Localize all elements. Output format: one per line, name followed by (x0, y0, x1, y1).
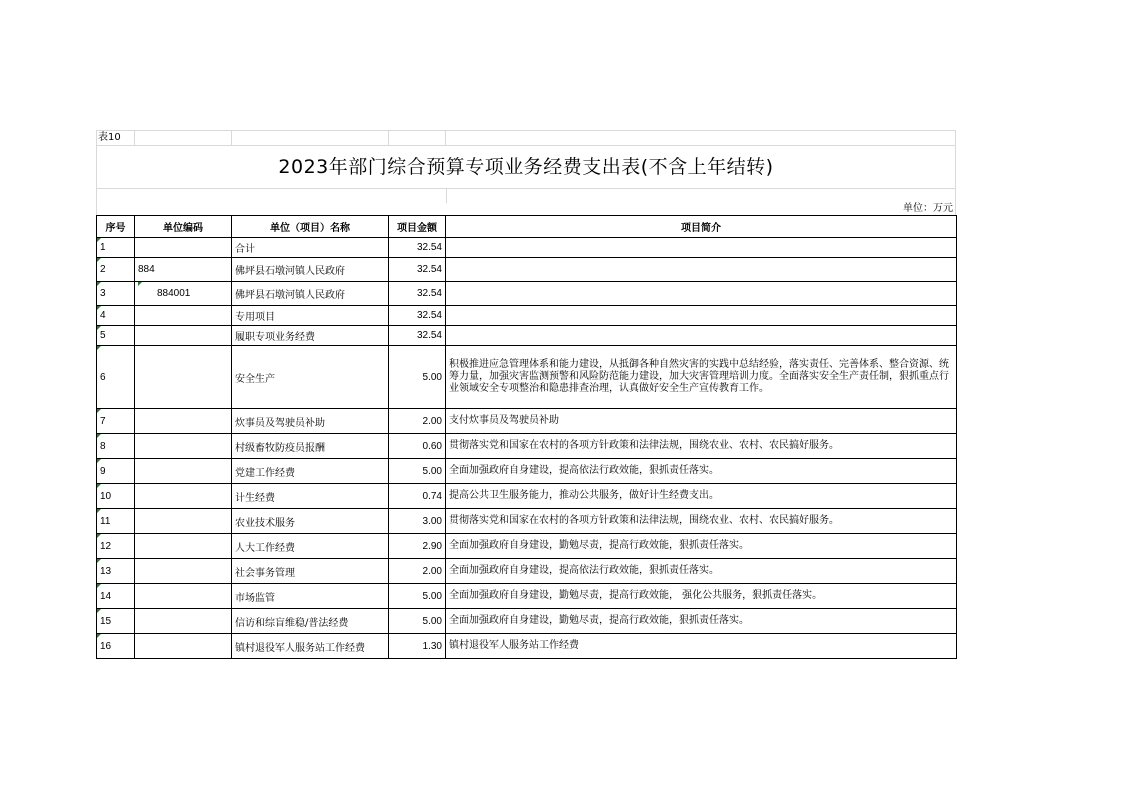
cell-name (232, 609, 389, 634)
table-row (97, 484, 957, 509)
page-title: 2023年部门综合预算专项业务经费支出表(不含上年结转) (278, 156, 774, 178)
cell-serial (97, 484, 135, 509)
cell-note-marker-icon (97, 584, 101, 588)
cell-serial (97, 258, 135, 282)
table-row (97, 634, 957, 659)
cell-name (232, 326, 389, 346)
cell-code-text: 884 (138, 264, 155, 275)
cell-name (232, 434, 389, 459)
cell-name-text: 佛坪县石墩河镇人民政府 (235, 266, 345, 277)
cell-amount (389, 634, 446, 659)
cell-description-text: 积极推进应急管理体系和能力建设，从抵御各种自然灾害的实践中总结经验，落实责任、完善体系、整合资源、统筹力量，加强灾害监测预警和风险防范能力建设，加大灾害管理培训力度。全面落实安全生产责任制，狠抓重点行业领域安全专项整治和隐患排查治理，认真做好安全生产宣传教育工作。 (449, 359, 949, 394)
cell-amount-text: 0.60 (422, 440, 442, 452)
cell-serial (97, 346, 135, 409)
cell-serial-text: 13 (100, 565, 112, 577)
cell-amount (389, 326, 446, 346)
cell-name (232, 346, 389, 409)
cell-amount (389, 434, 446, 459)
cell-name (232, 509, 389, 534)
cell-code (135, 584, 232, 609)
table-row (97, 559, 957, 584)
cell-code-text: 884001 (157, 288, 191, 299)
cell-serial (97, 509, 135, 534)
cell-description-text: 支付炊事员及驾驶员补助 (449, 415, 559, 426)
budget-table (96, 215, 957, 659)
cell-description-text: 贯彻落实党和国家在农村的各项方针政策和法律法规，围绕农业、农村、农民搞好服务。 (449, 515, 839, 526)
unit-row (96, 189, 956, 215)
cell-code (135, 258, 232, 282)
cell-amount (389, 484, 446, 509)
cell-note-marker-icon (97, 484, 101, 488)
cell-name (232, 238, 389, 258)
cell-note-marker-icon (97, 409, 101, 413)
table-row (97, 346, 957, 409)
cell-description-text: 全面加强政府自身建设，提高依法行政效能，狠抓责任落实。 (449, 565, 719, 576)
cell-serial (97, 282, 135, 306)
cell-name (232, 258, 389, 282)
cell-description (446, 584, 957, 609)
cell-code (135, 282, 232, 306)
cell-note-marker-icon (97, 346, 101, 350)
cell-amount (389, 609, 446, 634)
table-row (97, 459, 957, 484)
cell-serial (97, 534, 135, 559)
cell-code (135, 534, 232, 559)
cell-amount (389, 509, 446, 534)
cell-description-text: 全面加强政府自身建设，提高依法行政效能，狠抓责任落实。 (449, 465, 719, 476)
cell-amount (389, 282, 446, 306)
cell-name (232, 584, 389, 609)
cell-name-text: 信访和综盲维稳/普法经费 (235, 617, 349, 629)
cell-serial-text: 7 (100, 415, 106, 427)
table-row (97, 282, 957, 306)
cell-name (232, 484, 389, 509)
cell-code (135, 326, 232, 346)
cell-amount-text: 32.54 (416, 264, 442, 275)
cell-code (135, 306, 232, 326)
cell-name (232, 409, 389, 434)
cell-description (446, 282, 957, 306)
cell-serial-text: 2 (100, 264, 106, 275)
table-row (97, 509, 957, 534)
title-row (96, 146, 956, 189)
table-row (97, 584, 957, 609)
cell-description (446, 346, 957, 409)
cell-code (135, 346, 232, 409)
cell-amount-text: 5.00 (422, 371, 442, 383)
cell-amount-text: 32.54 (416, 288, 442, 299)
cell-amount-text: 5.00 (422, 615, 442, 627)
cell-description-text: 镇村退役军人服务站工作经费 (449, 640, 579, 651)
cell-amount-text: 32.54 (416, 242, 442, 253)
table-row (97, 409, 957, 434)
cell-note-marker-icon (97, 559, 101, 563)
cell-serial (97, 634, 135, 659)
cell-name-text: 炊事员及驾驶员补助 (235, 417, 325, 429)
table-row (97, 326, 957, 346)
cell-code (135, 459, 232, 484)
cell-amount (389, 258, 446, 282)
cell-name (232, 559, 389, 584)
cell-note-marker-icon (97, 634, 101, 638)
cell-serial-text: 4 (100, 310, 106, 321)
cell-code (135, 509, 232, 534)
cell-name-text: 党建工作经费 (235, 467, 295, 479)
cell-description (446, 258, 957, 282)
table-header-row (97, 216, 957, 238)
cell-name-text: 镇村退役军人服务站工作经费 (235, 642, 365, 654)
cell-description (446, 634, 957, 659)
cell-description (446, 409, 957, 434)
header-serial: 序号 (97, 216, 135, 238)
table-row (97, 434, 957, 459)
cell-description-text: 全面加强政府自身建设，勤勉尽责，提高行政效能，狠抓责任落实。 (449, 540, 749, 551)
cell-code (135, 238, 232, 258)
cell-amount (389, 409, 446, 434)
cell-note-marker-icon (97, 238, 101, 242)
table-row (97, 609, 957, 634)
cell-serial-text: 8 (100, 440, 106, 452)
cell-serial (97, 409, 135, 434)
cell-serial-text: 14 (100, 590, 112, 602)
cell-code (135, 559, 232, 584)
cell-name-text: 佛坪县石墩河镇人民政府 (235, 290, 345, 301)
cell-serial (97, 434, 135, 459)
cell-description (446, 326, 957, 346)
cell-amount-text: 32.54 (416, 310, 442, 321)
cell-name-text: 安全生产 (235, 373, 275, 385)
cell-note-marker-icon (97, 434, 101, 438)
header-name: 单位（项目）名称 (232, 216, 389, 238)
cell-amount (389, 306, 446, 326)
cell-name-text: 社会事务管理 (235, 567, 295, 579)
cell-serial-text: 9 (100, 465, 106, 477)
cell-name (232, 459, 389, 484)
cell-description (446, 534, 957, 559)
cell-code (135, 484, 232, 509)
cell-amount-text: 0.74 (422, 490, 442, 502)
cell-name-text: 市场监管 (235, 592, 275, 604)
cell-note-marker-icon (97, 326, 101, 330)
cell-amount-text: 32.54 (416, 330, 442, 341)
cell-description-text: 全面加强政府自身建设，勤勉尽责，提高行政效能，狠抓责任落实。 (449, 615, 749, 626)
cell-serial-text: 5 (100, 330, 106, 341)
cell-serial-text: 3 (100, 288, 106, 299)
cell-note-marker-icon (97, 258, 101, 262)
cell-name (232, 306, 389, 326)
cell-amount-text: 2.00 (422, 565, 442, 577)
cell-amount-text: 2.90 (422, 540, 442, 552)
table-body (97, 238, 957, 659)
cell-amount (389, 584, 446, 609)
cell-serial (97, 609, 135, 634)
cell-note-marker-icon (97, 509, 101, 513)
cell-name (232, 534, 389, 559)
cell-serial-text: 10 (100, 490, 112, 502)
cell-name (232, 282, 389, 306)
cell-code (135, 609, 232, 634)
cell-serial (97, 306, 135, 326)
header-amount: 项目金额 (389, 216, 446, 238)
sheet-label-row (96, 130, 956, 146)
cell-description (446, 509, 957, 534)
cell-serial (97, 559, 135, 584)
budget-sheet (96, 130, 956, 659)
cell-name-text: 合计 (235, 244, 255, 255)
cell-description (446, 484, 957, 509)
cell-name-text: 计生经费 (235, 492, 275, 504)
cell-serial (97, 238, 135, 258)
cell-serial (97, 326, 135, 346)
header-description: 项目简介 (446, 216, 957, 238)
cell-name-text: 履职专项业务经费 (235, 332, 315, 343)
cell-note-marker-icon (138, 282, 142, 286)
cell-serial (97, 584, 135, 609)
cell-serial-text: 1 (100, 242, 106, 253)
cell-code (135, 434, 232, 459)
cell-name-text: 人大工作经费 (235, 542, 295, 554)
cell-name-text: 农业技术服务 (235, 517, 295, 529)
cell-amount-text: 2.00 (422, 415, 442, 427)
cell-serial-text: 11 (100, 515, 111, 527)
cell-amount-text: 3.00 (422, 515, 442, 527)
cell-description-text: 贯彻落实党和国家在农村的各项方针政策和法律法规，围绕农业、农村、农民搞好服务。 (449, 440, 839, 451)
cell-description (446, 306, 957, 326)
cell-description-text: 全面加强政府自身建设，勤勉尽责，提高行政效能， 强化公共服务，狠抓责任落实。 (449, 590, 823, 601)
cell-description (446, 434, 957, 459)
header-code: 单位编码 (135, 216, 232, 238)
cell-note-marker-icon (97, 282, 101, 286)
cell-description (446, 459, 957, 484)
table-row (97, 534, 957, 559)
table-row (97, 238, 957, 258)
table-row (97, 258, 957, 282)
cell-serial-text: 12 (100, 540, 112, 552)
cell-amount (389, 459, 446, 484)
cell-name-text: 专用项目 (235, 312, 275, 323)
cell-description (446, 238, 957, 258)
cell-amount-text: 1.30 (422, 640, 442, 652)
cell-amount (389, 346, 446, 409)
cell-description (446, 559, 957, 584)
cell-note-marker-icon (97, 534, 101, 538)
cell-name-text: 村级畜牧防疫员报酬 (235, 442, 325, 454)
cell-serial-text: 16 (100, 640, 112, 652)
sheet-label: 表10 (98, 132, 121, 143)
table-row (97, 306, 957, 326)
cell-note-marker-icon (97, 306, 101, 310)
cell-amount (389, 238, 446, 258)
cell-amount-text: 5.00 (422, 465, 442, 477)
cell-code (135, 409, 232, 434)
cell-description (446, 609, 957, 634)
cell-amount-text: 5.00 (422, 590, 442, 602)
cell-name (232, 634, 389, 659)
cell-amount (389, 559, 446, 584)
cell-note-marker-icon (97, 459, 101, 463)
cell-serial-text: 15 (100, 615, 112, 627)
cell-serial-text: 6 (100, 371, 106, 383)
cell-serial (97, 459, 135, 484)
cell-code (135, 634, 232, 659)
unit-label: 单位：万元 (903, 203, 953, 214)
cell-note-marker-icon (97, 609, 101, 613)
cell-description-text: 提高公共卫生服务能力，推动公共服务，做好计生经费支出。 (449, 490, 719, 501)
cell-amount (389, 534, 446, 559)
